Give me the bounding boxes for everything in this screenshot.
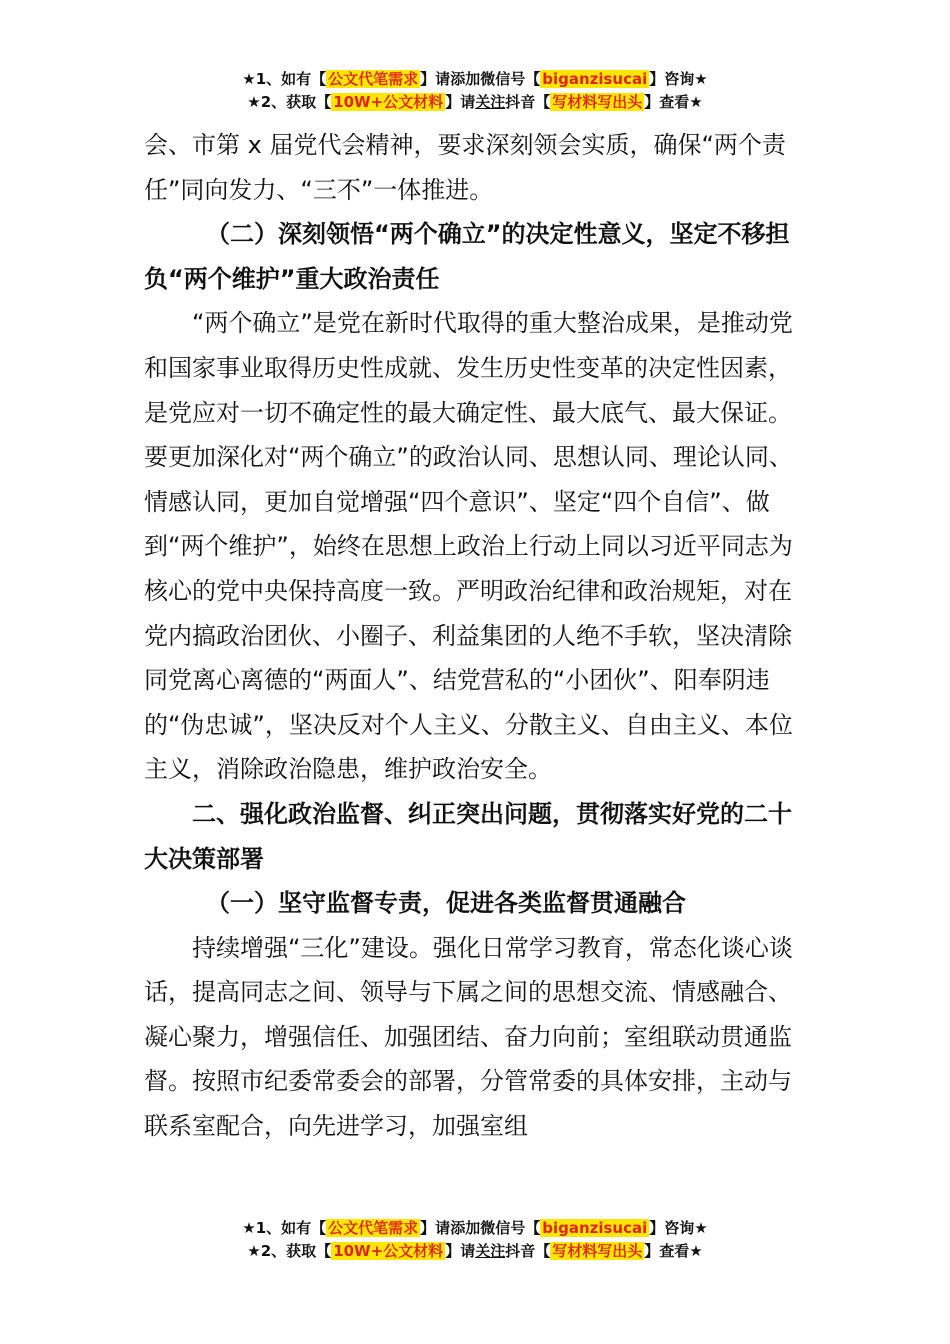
section-heading-2: 二、强化政治监督、纠正突出问题，贯彻落实好党的二十大决策部署 bbox=[144, 799, 792, 873]
highlight-douyin-id: 写材料写出头 bbox=[552, 93, 643, 111]
banner-text: ★2、获取【 bbox=[247, 1242, 332, 1260]
section-heading-2-2: （二）深刻领悟“两个确立”的决定性意义，坚定不移担负“两个维护”重大政治责任 bbox=[144, 220, 790, 293]
banner-text: 】请 bbox=[420, 70, 451, 88]
banner-text: ★1、如有【 bbox=[242, 1219, 327, 1237]
highlight-service: 公文代笔需求 bbox=[328, 1219, 419, 1237]
banner-line-2 bbox=[0, 91, 950, 114]
banner-text: 】咨询★ bbox=[649, 70, 708, 88]
banner-emphasis: 添加 bbox=[450, 70, 481, 88]
banner-line-1 bbox=[0, 1217, 950, 1240]
banner-text: ★2、获取【 bbox=[247, 93, 332, 111]
banner-line-1 bbox=[0, 68, 950, 91]
banner-emphasis: 添加 bbox=[450, 1219, 481, 1237]
paragraph-two-establishments: “两个确立”是党在新时代取得的重大整治成果，是推动党和国家事业取得历史性成就、发生历史性变革的决定性因素，是党应对一切不确定性的最大确定性、最大底气、最大保证。要更加深化对“两个确立”的政治认同、思想认同、理论认同、情感认同，更加自觉增强“四个意识”、坚定“四个自信”、做到“两个维护”，始终在思想上政治上行动上同以习近平同志为核心的党中央保持高度一致。严明政治纪律和政治规矩，对在党内搞政治团伙、小圈子、利益集团的人绝不手软，坚决清除同党离心离德的“两面人”、结党营私的“小团伙”、阳奉阴违的“伪忠诚”，坚决反对个人主义、分散主义、自由主义、本位主义，消除政治隐患，维护政治安全。 bbox=[144, 309, 793, 784]
banner-text: 】查看★ bbox=[644, 93, 703, 111]
banner-text: 】请 bbox=[445, 1242, 476, 1260]
footer-banner bbox=[0, 1217, 950, 1263]
paragraph-three-modernizations: 持续增强“三化”建设。强化日常学习教育，常态化谈心谈话，提高同志之间、领导与下属之间的思想交流、情感融合、凝心聚力，增强信任、加强团结、奋力向前；室组联动贯通监督。按照市纪委常委会的部署，分管常委的具体安排，主动与联系室配合，向先进学习，加强室组 bbox=[144, 933, 793, 1141]
highlight-materials: 10W+公文材料 bbox=[333, 93, 444, 111]
highlight-douyin-id: 写材料写出头 bbox=[552, 1242, 643, 1260]
paragraph-continuation: 会、市第 x 届党代会精神，要求深刻领会实质，确保“两个责任”同向发力、“三不”一体推进。 bbox=[144, 131, 786, 204]
banner-text: 微信号【 bbox=[480, 70, 541, 88]
banner-text: 】请 bbox=[420, 1219, 451, 1237]
banner-emphasis: 关注 bbox=[475, 1242, 506, 1260]
section-heading-2-1: （一）坚守监督专责，促进各类监督贯通融合 bbox=[206, 889, 686, 918]
highlight-service: 公文代笔需求 bbox=[328, 70, 419, 88]
banner-emphasis: 关注 bbox=[475, 93, 506, 111]
header-banner bbox=[0, 68, 950, 114]
banner-text: 】请 bbox=[445, 93, 476, 111]
banner-text: 微信号【 bbox=[480, 1219, 541, 1237]
banner-text: 抖音【 bbox=[505, 93, 551, 111]
highlight-materials: 10W+公文材料 bbox=[333, 1242, 444, 1260]
highlight-wechat-id: biganzisucai bbox=[542, 70, 648, 88]
banner-text: 】咨询★ bbox=[649, 1219, 708, 1237]
banner-text: 抖音【 bbox=[505, 1242, 551, 1260]
banner-line-2 bbox=[0, 1240, 950, 1263]
banner-text: ★1、如有【 bbox=[242, 70, 327, 88]
document-body bbox=[144, 123, 806, 1149]
banner-text: 】查看★ bbox=[644, 1242, 703, 1260]
highlight-wechat-id: biganzisucai bbox=[542, 1219, 648, 1237]
